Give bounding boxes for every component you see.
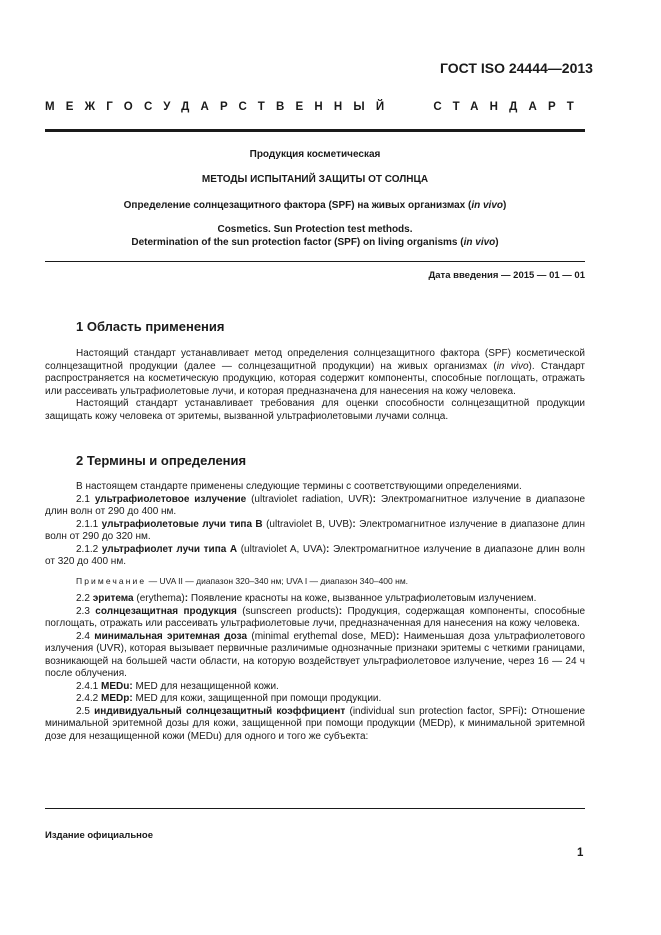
standard-number: ГОСТ ISO 24444—2013 — [440, 60, 593, 76]
section-2-body — [45, 481, 585, 743]
term-2-4-2: 2.4.2 MEDp: MED для кожи, защищенной при помощи продукции. — [76, 693, 382, 704]
section-2-heading: 2 Термины и определения — [76, 453, 247, 468]
term-2-2: 2.2 эритема (erythema): Появление красноты на коже, вызванное ультрафиолетовым излучением. — [76, 593, 537, 604]
title-rule — [45, 261, 585, 262]
term-2-4: 2.4 минимальная эритемная доза (minimal erythemal dose, MED): Наименьшая доза ультрафиолетового излучения (UVR), которая вызывает первичные различимые однозначные признаки эритемы с четкими границами, возникающей на большей части области, на которую воздействует ультрафиолетовое излучение, через 16 — 24 ч после облучения. — [45, 630, 586, 679]
interstate-standard-banner — [45, 101, 585, 113]
note: Примечание — UVA II — диапазон 320–340 нм; UVA I — диапазон 340–400 нм. — [76, 575, 409, 586]
section-2-intro: В настоящем стандарте применены следующие термины с соответствующими определениями. — [76, 481, 522, 492]
section-1-paragraph-2: Настоящий стандарт устанавливает требования для оценки способности солнцезащитной продукции защищать кожу человека от эритемы, вызванной ультрафиолетовыми лучами солнца. — [45, 398, 585, 422]
interstate-word: МЕЖГОСУДАРСТВЕННЫЙ — [45, 101, 396, 113]
section-1-body — [45, 348, 585, 423]
term-2-1: 2.1 ультрафиолетовое излучение (ultraviolet radiation, UVR): Электромагнитное излучение в диапазоне длин волн от 290 до 400 нм. — [45, 493, 586, 517]
title-product: Продукция косметическая — [249, 149, 381, 160]
standard-word: СТАНДАРТ — [433, 101, 585, 113]
title-subject: Определение солнцезащитного фактора (SPF) на живых организмах (in vivo) — [123, 200, 507, 211]
title-methods: МЕТОДЫ ИСПЫТАНИЙ ЗАЩИТЫ ОТ СОЛНЦА — [201, 174, 429, 185]
title-english-line1: Cosmetics. Sun Protection test methods. — [217, 224, 413, 235]
section-1-heading: 1 Область применения — [76, 319, 225, 334]
footer-rule — [45, 808, 585, 809]
official-edition-label: Издание официальное — [45, 830, 153, 841]
term-2-1-2: 2.1.2 ультрафиолет лучи типа А (ultraviolet A, UVA): Электромагнитное излучение в диапазоне длин волн от 320 до 400 нм. — [45, 543, 586, 567]
term-2-5: 2.5 индивидуальный солнцезащитный коэффициент (individual sun protection factor, SPFi): Отношение минимальной эритемной дозы для кожи, защищенной при помощи продукции (MEDp), к минимальной эритемной дозе для незащищенной кожи (MEDu) для одного и того же субъекта: — [45, 705, 586, 742]
page-number: 1 — [577, 847, 584, 859]
term-2-1-1: 2.1.1 ультрафиолетовые лучи типа B (ultraviolet B, UVB): Электромагнитное излучение в диапазоне длин волн от 290 до 320 нм. — [45, 518, 586, 542]
term-2-3: 2.3 солнцезащитная продукция (sunscreen products): Продукция, содержащая компоненты, способные поглощать, отражать или рассеивать ультрафиолетовые лучи, предназначенная для нанесения на кожу человека. — [45, 605, 586, 629]
effective-date: Дата введения — 2015 — 01 — 01 — [428, 270, 585, 281]
title-english-line2: Determination of the sun protection factor (SPF) on living organisms (in vivo) — [131, 237, 499, 248]
section-1-paragraph-1: Настоящий стандарт устанавливает метод определения солнцезащитного фактора (SPF) косметической солнцезащитной продукции (далее — солнцезащитной продукции) на живых организмах (in vivo). Стандарт распространяется на косметическую продукцию, которая содержит компоненты, способные поглощать, отражать или рассеивать ультрафиолетовые лучи, и которая предназначена для нанесения на кожу человека. — [45, 348, 585, 397]
term-2-4-1: 2.4.1 MEDu: MED для незащищенной кожи. — [76, 680, 279, 692]
header-rule — [45, 129, 585, 132]
